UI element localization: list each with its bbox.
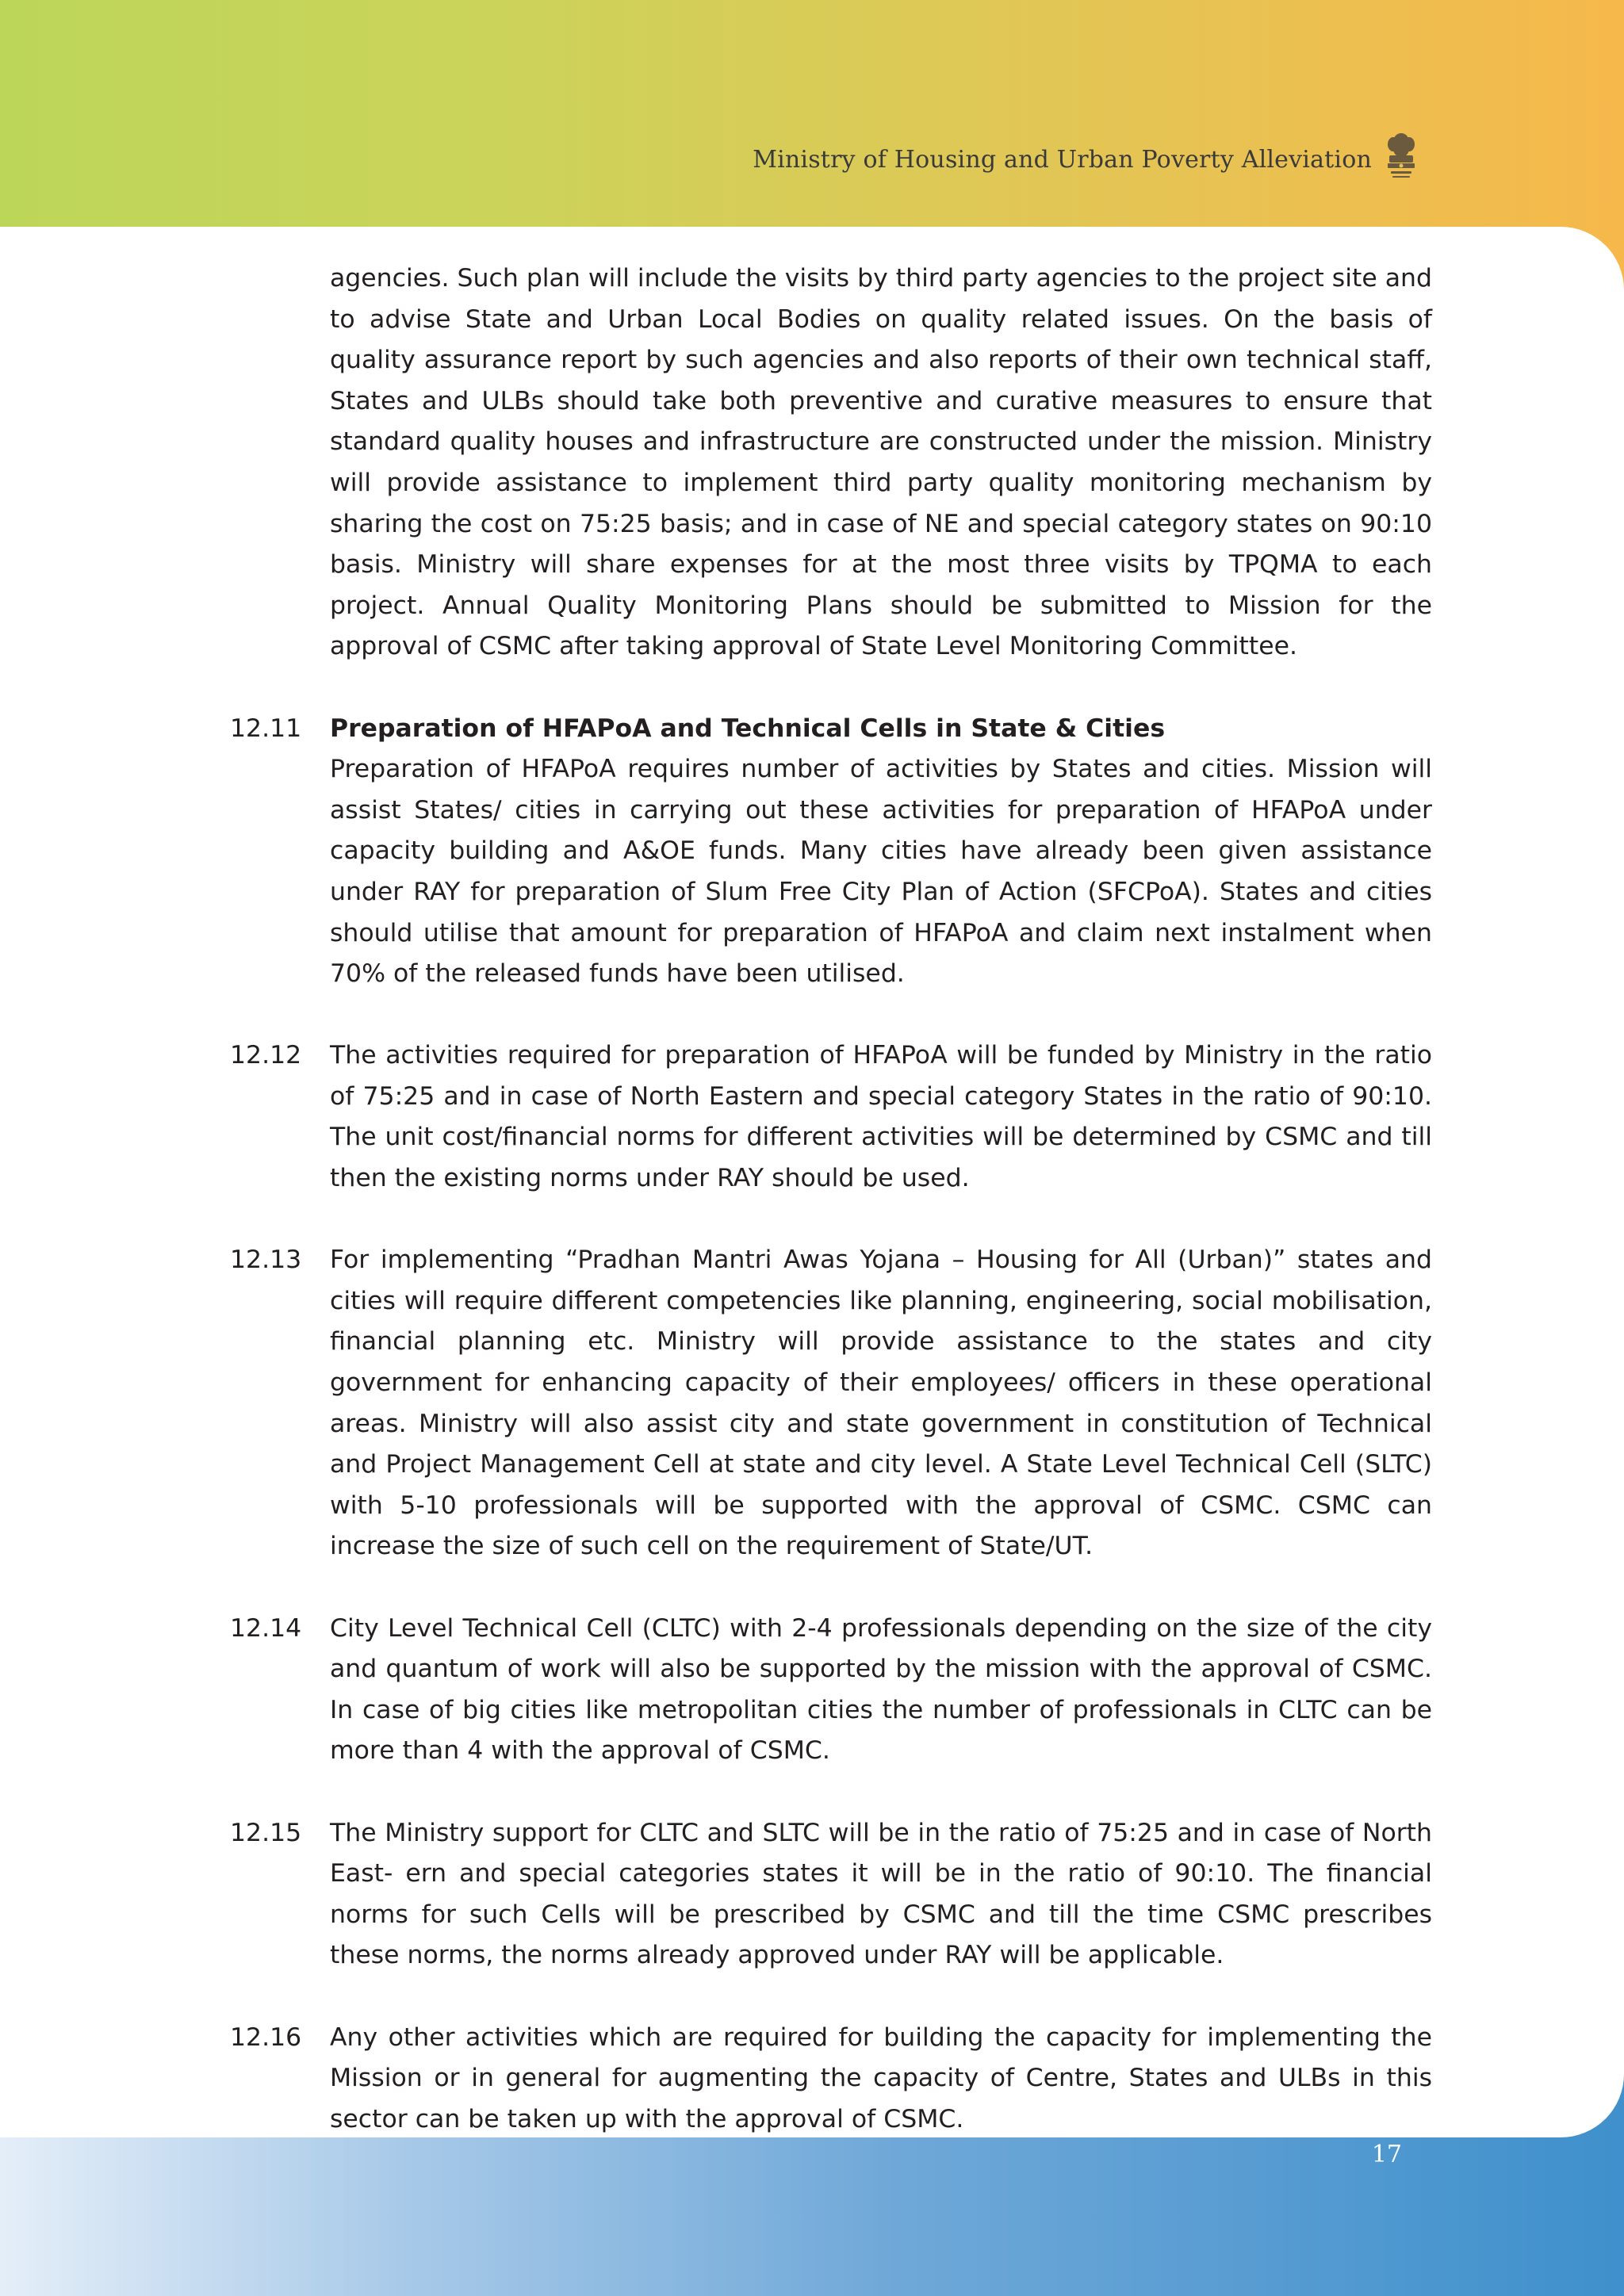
section-number: 12.14: [230, 1613, 302, 1643]
section-12-12: [230, 1035, 1432, 1199]
section-12-16: [230, 2018, 1432, 2141]
section-number: 12.11: [230, 714, 302, 743]
national-emblem-icon: [1383, 132, 1419, 193]
section-number: 12.13: [230, 1246, 302, 1275]
section-number: 12.16: [230, 2022, 302, 2052]
section-number: 12.15: [230, 1818, 302, 1847]
section-text: The Ministry support for CLTC and SLTC will be in the ratio of 75:25 and in case of North East- ern and special categories states it will be in the ratio of 90:10. The financial norms for such Cells will be prescribed by CSMC and till the time CSMC prescribes these norms, the norms already approved under RAY will be applicable.: [330, 1818, 1432, 1970]
section-12-11: [230, 709, 1432, 995]
header-title: Ministry of Housing and Urban Poverty Alleviation: [753, 146, 1372, 174]
section-12-13: [230, 1240, 1432, 1567]
section-heading: Preparation of HFAPoA and Technical Cells in State & Cities: [330, 714, 1166, 743]
section-text: For implementing “Pradhan Mantri Awas Yojana – Housing for All (Urban)” states and cities will require different competencies like planning, engineering, social mobilisation, financial planning etc. Ministry will provide assistance to the states and city government for enhancing capacity of their employees/ officers in these operational areas. Ministry will also assist city and state government in constitution of Technical and Project Management Cell at state and city level. A State Level Technical Cell (SLTC) with 5-10 professionals will be supported with the approval of CSMC. CSMC can increase the size of such cell on the requirement of State/UT.: [330, 1246, 1432, 1561]
section-number: 12.12: [230, 1041, 302, 1070]
page-number: 17: [1371, 2141, 1402, 2168]
section-text: Any other activities which are required for building the capacity for implementing the Mission or in general for augmenting the capacity of Centre, States and ULBs in this sector can be taken up with the approval of CSMC.: [330, 2022, 1432, 2133]
section-12-15: [230, 1813, 1432, 1976]
section-text: City Level Technical Cell (CLTC) with 2-4 professionals depending on the size of the city and quantum of work will also be supported by the mission with the approval of CSMC. In case of big cities like metropolitan cities the number of professionals in CLTC can be more than 4 with the approval of CSMC.: [330, 1613, 1432, 1766]
intro-paragraph: agencies. Such plan will include the visits by third party agencies to the project site and to advise State and Urban Local Bodies on quality related issues. On the basis of quality assurance report by such agencies and also reports of their own technical staff, States and ULBs should take both preventive and curative measures to ensure that standard quality houses and infrastructure are constructed under the mission. Ministry will provide assistance to implement third party quality monitoring mechanism by sharing the cost on 75:25 basis; and in case of NE and special category states on 90:10 basis. Ministry will share expenses for at the most three visits by TPQMA to each project. Annual Quality Monitoring Plans should be submitted to Mission for the approval of CSMC after taking approval of State Level Monitoring Committee.: [330, 264, 1432, 661]
section-text: The activities required for preparation of HFAPoA will be funded by Ministry in the ratio of 75:25 and in case of North Eastern and special category States in the ratio of 90:10. The unit cost/financial norms for different activities will be determined by CSMC and till then the existing norms under RAY should be used.: [330, 1041, 1432, 1193]
document-body: [230, 258, 1432, 2140]
section-12-14: [230, 1609, 1432, 1772]
section-text: Preparation of HFAPoA requires number of activities by States and cities. Mission will assist States/ cities in carrying out these activities for preparation of HFAPoA under capacity building and A&OE funds. Many cities have already been given assistance under RAY for preparation of Slum Free City Plan of Action (SFCPoA). States and cities should utilise that amount for preparation of HFAPoA and claim next instalment when 70% of the released funds have been utilised.: [330, 755, 1432, 989]
